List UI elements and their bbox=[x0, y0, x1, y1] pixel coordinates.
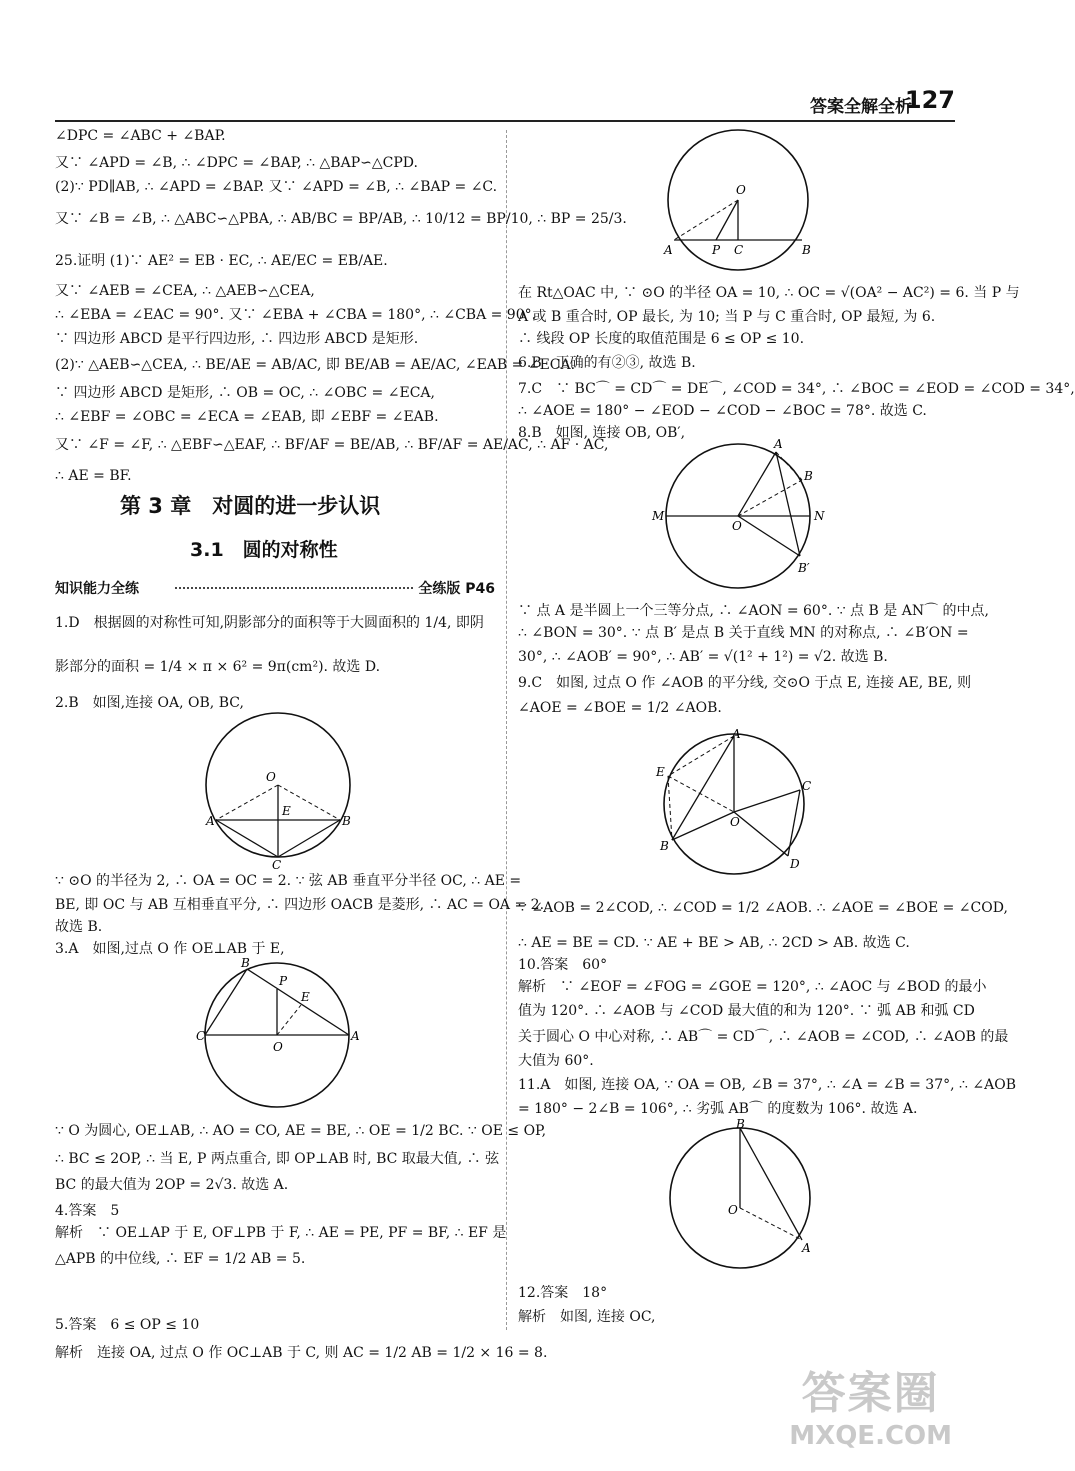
text-line: ∵ O 为圆心, OE⊥AB, ∴ AO = CO, AE = BE, ∴ OE = 1/2 BC. ∵ OE ≤ OP, bbox=[55, 1123, 547, 1139]
text-line: 解析 ∵ ∠EOF = ∠FOG = ∠GOE = 120°, ∴ ∠AOC 与 ∠BOD 的最小 bbox=[518, 979, 987, 995]
text-line: ∴ ∠BON = 30°. ∵ 点 B′ 是点 B 关于直线 MN 的对称点, ∴ ∠B′ON = bbox=[518, 625, 969, 641]
figure-problem-2 bbox=[200, 705, 360, 870]
text-line: A 或 B 重合时, OP 最长, 为 10; 当 P 与 C 重合时, OP 最短, 为 6. bbox=[518, 309, 936, 325]
text-line: 1.D 根据圆的对称性可知,阴影部分的面积等于大圆面积的 1/4, 即阴 bbox=[55, 615, 484, 631]
text-line: 2.B 如图,连接 OA, OB, BC, bbox=[55, 695, 244, 711]
figure-problem-8 bbox=[648, 438, 838, 598]
knowledge-ref: 全练版 P46 bbox=[418, 581, 495, 597]
fig-label: A bbox=[774, 437, 783, 451]
text-line: ∵ 四边形 ABCD 是平行四边形, ∴ 四边形 ABCD 是矩形. bbox=[55, 331, 419, 347]
fig-label: C bbox=[272, 858, 282, 872]
text-line: ∠DPC = ∠ABC + ∠BAP. bbox=[55, 128, 226, 144]
text-line: 关于圆心 O 中心对称, ∴ AB⌒ = CD⌒, ∴ ∠AOB = ∠COD, ∴ ∠AOB 的最 bbox=[518, 1029, 1009, 1045]
fig-label: O bbox=[732, 519, 742, 533]
text-line: ∴ 线段 OP 长度的取值范围是 6 ≤ OP ≤ 10. bbox=[518, 331, 805, 347]
fig-label: B′ bbox=[798, 561, 810, 575]
fig-label: O bbox=[266, 770, 276, 784]
watermark-text: 答案圈 bbox=[801, 1368, 940, 1419]
text-line: ∠AOE = ∠BOE = 1/2 ∠AOB. bbox=[518, 700, 722, 716]
text-line: 12.答案 18° bbox=[518, 1285, 608, 1301]
text-line: = 180° − 2∠B = 106°, ∴ 劣弧 AB⌒ 的度数为 106°. 故选 A. bbox=[518, 1101, 918, 1117]
text-line: 又∵ ∠F = ∠F, ∴ △EBF∽△EAF, ∴ BF/AF = BE/AB, ∴ BF/AF = AE/AC, ∴ AF · AC, bbox=[55, 437, 609, 453]
fig-label: A bbox=[206, 814, 215, 828]
fig-label: B bbox=[804, 469, 813, 483]
fig-label: A bbox=[802, 1241, 811, 1255]
fig-label: N bbox=[814, 509, 825, 523]
text-line: 30°, ∴ ∠AOB′ = 90°, ∴ AB′ = √(1² + 1²) = √2. 故选 B. bbox=[518, 649, 888, 665]
text-line: 5.答案 6 ≤ OP ≤ 10 bbox=[55, 1317, 200, 1333]
text-line: 解析 连接 OA, 过点 O 作 OC⊥AB 于 C, 则 AC = 1/2 AB = 1/2 × 16 = 8. bbox=[55, 1345, 548, 1361]
fig-label: O bbox=[273, 1040, 283, 1054]
section-title: 3.1 圆的对称性 bbox=[190, 539, 338, 561]
figure-problem-5 bbox=[660, 128, 820, 278]
text-line: 影部分的面积 = 1/4 × π × 6² = 9π(cm²). 故选 D. bbox=[55, 659, 381, 675]
fig-label: B bbox=[342, 814, 351, 828]
text-line: △APB 的中位线, ∴ EF = 1/2 AB = 5. bbox=[55, 1251, 306, 1267]
dotted-leader bbox=[175, 587, 413, 589]
text-line: ∵ ∠AOB = 2∠COD, ∴ ∠COD = 1/2 ∠AOB. ∴ ∠AOE = ∠BOE = ∠COD, bbox=[518, 900, 1008, 916]
text-line: 又∵ ∠B = ∠B, ∴ △ABC∽△PBA, ∴ AB/BC = BP/AB, ∴ 10/12 = BP/10, ∴ BP = 25/3. bbox=[55, 211, 627, 227]
watermark-url: MXQE.COM bbox=[789, 1421, 952, 1451]
fig-label: M bbox=[652, 509, 665, 523]
text-line: 4.答案 5 bbox=[55, 1203, 120, 1219]
text-line: ∵ ⊙O 的半径为 2, ∴ OA = OC = 2. ∵ 弦 AB 垂直平分半径 OC, ∴ AE = bbox=[55, 873, 522, 889]
text-line: 故选 B. bbox=[55, 919, 103, 935]
fig-label: E bbox=[656, 765, 665, 779]
text-line: BC 的最大值为 2OP = 2√3. 故选 A. bbox=[55, 1177, 289, 1193]
page-number: 127 bbox=[904, 86, 955, 114]
text-line: 又∵ ∠AEB = ∠CEA, ∴ △AEB∽△CEA, bbox=[55, 283, 315, 299]
watermark bbox=[789, 1357, 952, 1451]
text-line: 大值为 60°. bbox=[518, 1053, 594, 1069]
fig-label: E bbox=[282, 804, 291, 818]
fig-label: B bbox=[660, 839, 669, 853]
fig-label: A bbox=[351, 1029, 360, 1043]
text-line: 8.B 如图, 连接 OB, OB′, bbox=[518, 425, 686, 441]
text-line: 7.C ∵ BC⌒ = CD⌒ = DE⌒, ∠COD = 34°, ∴ ∠BOC = ∠EOD = ∠COD = 34°, bbox=[518, 381, 1075, 397]
fig-label: B bbox=[736, 1117, 745, 1131]
text-line: ∴ BC ≤ 2OP, ∴ 当 E, P 两点重合, 即 OP⊥AB 时, BC 取最大值, ∴ 弦 bbox=[55, 1151, 500, 1167]
text-line: 值为 120°. ∴ ∠AOB 与 ∠COD 最大值的和为 120°. ∵ 弧 AB 和弧 CD bbox=[518, 1003, 975, 1019]
fig-label: O bbox=[730, 815, 740, 829]
fig-label: O bbox=[728, 1203, 738, 1217]
text-line: ∴ ∠EBF = ∠OBC = ∠ECA = ∠EAB, 即 ∠EBF = ∠EAB. bbox=[55, 409, 439, 425]
text-line: BE, 即 OC 与 AB 互相垂直平分, ∴ 四边形 OACB 是菱形, ∴ AC = OA = 2. bbox=[55, 897, 545, 913]
fig-label: A bbox=[664, 243, 673, 257]
chapter-title: 第 3 章 对圆的进一步认识 bbox=[120, 494, 381, 518]
text-line: 6.B 正确的有②③, 故选 B. bbox=[518, 355, 696, 371]
fig-label: C bbox=[196, 1029, 206, 1043]
fig-label: B bbox=[802, 243, 811, 257]
text-line: 在 Rt△OAC 中, ∵ ⊙O 的半径 OA = 10, ∴ OC = √(OA² − AC²) = 6. 当 P 与 bbox=[518, 285, 1020, 301]
text-line: ∴ ∠EBA = ∠EAC = 90°. 又∵ ∠EBA + ∠CBA = 180°, ∴ ∠CBA = 90°. bbox=[55, 307, 537, 323]
fig-label: C bbox=[734, 243, 744, 257]
text-line: ∵ 四边形 ABCD 是矩形, ∴ OB = OC, ∴ ∠OBC = ∠ECA, bbox=[55, 385, 435, 401]
text-line: ∴ ∠AOE = 180° − ∠EOD − ∠COD − ∠BOC = 78°. 故选 C. bbox=[518, 403, 927, 419]
text-line: 又∵ ∠APD = ∠B, ∴ ∠DPC = ∠BAP, ∴ △BAP∽△CPD. bbox=[55, 155, 418, 171]
fig-label: D bbox=[790, 857, 800, 871]
text-line: ∴ AE = BE = CD. ∵ AE + BE > AB, ∴ 2CD > AB. 故选 C. bbox=[518, 935, 910, 951]
text-line: 25.证明 (1)∵ AE² = EB · EC, ∴ AE/EC = EB/AE. bbox=[55, 253, 388, 269]
text-line: (2)∵ PD∥AB, ∴ ∠APD = ∠BAP. 又∵ ∠APD = ∠B, ∴ ∠BAP = ∠C. bbox=[55, 179, 498, 195]
text-line: ∵ 点 A 是半圆上一个三等分点, ∴ ∠AON = 60°. ∵ 点 B 是 AN⌒ 的中点, bbox=[518, 603, 989, 619]
fig-label: E bbox=[301, 990, 310, 1004]
figure-problem-11 bbox=[660, 1118, 820, 1278]
text-line: 解析 ∵ OE⊥AP 于 E, OF⊥PB 于 F, ∴ AE = PE, PF = BF, ∴ EF 是 bbox=[55, 1225, 507, 1241]
text-line: 9.C 如图, 过点 O 作 ∠AOB 的平分线, 交⊙O 于点 E, 连接 AE, BE, 则 bbox=[518, 675, 972, 691]
figure-problem-9 bbox=[652, 727, 822, 880]
text-line: ∴ AE = BF. bbox=[55, 468, 132, 484]
knowledge-heading bbox=[55, 578, 495, 598]
text-line: (2)∵ △AEB∽△CEA, ∴ BE/AE = AB/AC, 即 BE/AB = AE/AC, ∠EAB = ∠ECA. bbox=[55, 357, 576, 373]
knowledge-label: 知识能力全练 bbox=[55, 581, 139, 597]
header-title: 答案全解全析 bbox=[810, 97, 912, 117]
text-line: 11.A 如图, 连接 OA, ∵ OA = OB, ∠B = 37°, ∴ ∠A = ∠B = 37°, ∴ ∠AOB bbox=[518, 1077, 1016, 1093]
fig-label: C bbox=[802, 779, 812, 793]
fig-label: B bbox=[241, 956, 250, 970]
fig-label: A bbox=[732, 727, 741, 741]
figure-problem-3 bbox=[195, 955, 365, 1120]
text-line: 3.A 如图,过点 O 作 OE⊥AB 于 E, bbox=[55, 941, 285, 957]
header-rule bbox=[55, 120, 955, 122]
fig-label: P bbox=[712, 243, 721, 257]
text-line: 10.答案 60° bbox=[518, 957, 608, 973]
text-line: 解析 如图, 连接 OC, bbox=[518, 1309, 656, 1325]
fig-label: P bbox=[279, 974, 288, 988]
fig-label: O bbox=[736, 183, 746, 197]
